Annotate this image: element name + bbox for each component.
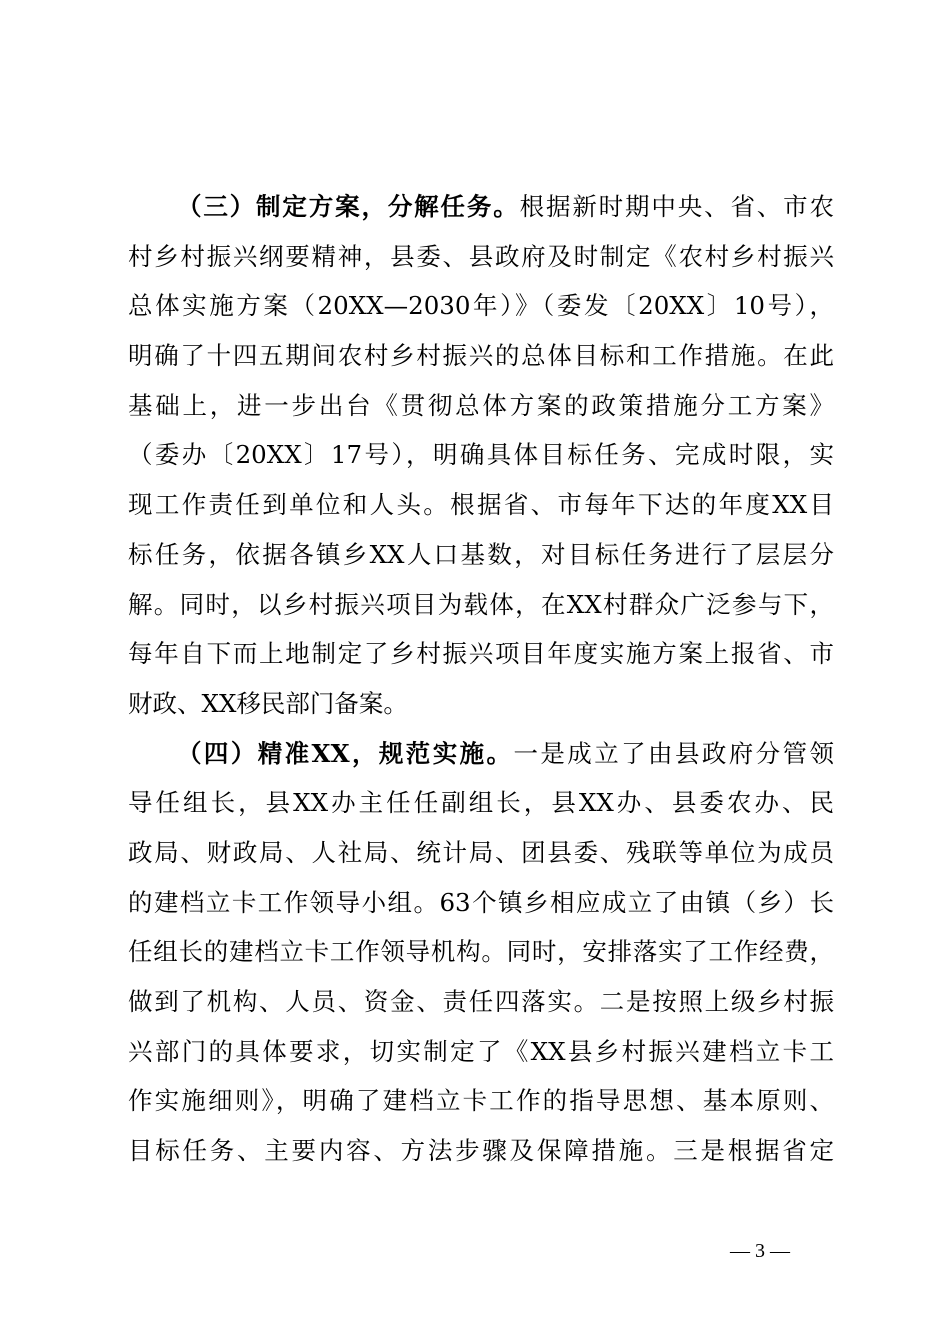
document-body xyxy=(128,182,834,1176)
paragraph-3-line-7: 现工作责任到单位和人头。根据省、市每年下达的年度XX目 xyxy=(128,490,834,520)
paragraph-3-line-2: 村乡村振兴纲要精神，县委、县政府及时制定《农村乡村振兴 xyxy=(128,241,834,271)
page-number: — 3 — xyxy=(730,1240,790,1262)
paragraph-4-line-3: 政局、财政局、人社局、统计局、团县委、残联等单位为成员 xyxy=(128,837,834,867)
paragraph-3-line-10: 每年自下而上地制定了乡村振兴项目年度实施方案上报省、市 xyxy=(128,639,834,669)
paragraph-4-line-2: 导任组长，县XX办主任任副组长，县XX办、县委农办、民 xyxy=(128,788,834,818)
paragraph-4-line-4: 的建档立卡工作领导小组。63个镇乡相应成立了由镇（乡）长 xyxy=(128,887,834,917)
paragraph-4-line-8: 作实施细则》，明确了建档立卡工作的指导思想、基本原则、 xyxy=(128,1086,834,1116)
paragraph-4-line-6: 做到了机构、人员、资金、责任四落实。二是按照上级乡村振 xyxy=(128,987,834,1016)
paragraph-3-line-11: 财政、XX移民部门备案。 xyxy=(128,688,408,718)
paragraph-4-line-7: 兴部门的具体要求，切实制定了《XX县乡村振兴建档立卡工 xyxy=(128,1036,834,1066)
paragraph-3-heading: （三）制定方案，分解任务。 xyxy=(177,192,520,221)
paragraph-4-line-5: 任组长的建档立卡工作领导机构。同时，安排落实了工作经费， xyxy=(128,937,834,967)
paragraph-3-line-3: 总体实施方案（20XX—2030年）》（委发〔20XX〕10号）， xyxy=(128,291,834,321)
paragraph-3-line-1 xyxy=(128,182,834,232)
paragraph-3-line-4: 明确了十四五期间农村乡村振兴的总体目标和工作措施。在此 xyxy=(128,341,834,371)
paragraph-3-line-5: 基础上，进一步出台《贯彻总体方案的政策措施分工方案》 xyxy=(128,390,834,420)
paragraph-4-line-9: 目标任务、主要内容、方法步骤及保障措施。三是根据省定 xyxy=(128,1136,834,1166)
paragraph-3-line-6: （委办〔20XX〕17号），明确具体目标任务、完成时限，实 xyxy=(128,440,834,470)
paragraph-4-text: 一是成立了由县政府分管领 xyxy=(513,738,834,768)
paragraph-3-line-9: 解。同时，以乡村振兴项目为载体，在XX村群众广泛参与下， xyxy=(128,589,834,619)
paragraph-4-heading: （四）精准XX，规范实施。 xyxy=(177,738,514,768)
paragraph-4-line-1 xyxy=(128,729,834,779)
paragraph-3-line-8: 标任务，依据各镇乡XX人口基数，对目标任务进行了层层分 xyxy=(128,539,834,569)
paragraph-3-text: 根据新时期中央、省、市农 xyxy=(519,192,835,221)
